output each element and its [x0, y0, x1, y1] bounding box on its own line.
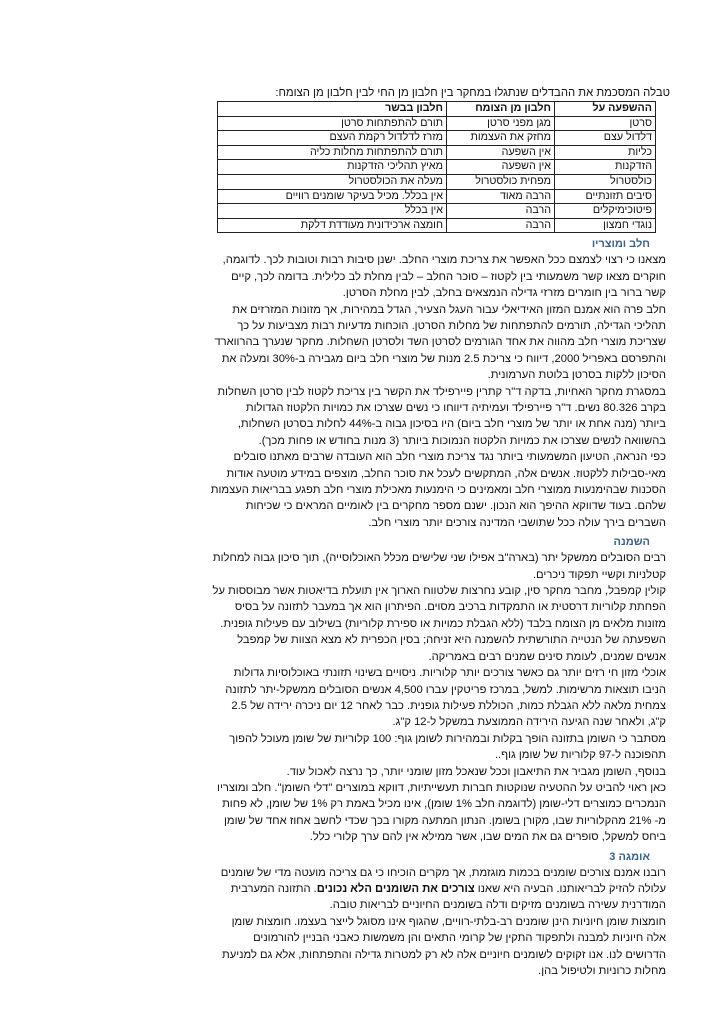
text-line: שצריכת מוצרי חלב מהווה את אחד הגורמים לסרטן השד ולסרטן השחלות. מחקר שנערך בהרווארד: [214, 336, 666, 349]
text-run: . התזונה המערבית: [230, 882, 317, 895]
text-line: מצאנו כי רצוי לצמצם ככל האפשר את צריכת מוצרי החלב. ישנן סיבות רבות וטובות לכך. לדוגמה,: [222, 254, 666, 267]
text-run: רובנו אמנם צורכים שומנים בכמות מוגזמת, אך מקרים הוכיחו כי גם צריכה מועטה מדי של שומנים: [220, 866, 666, 879]
text-line: הסכנות שבהימנעות ממוצרי חלב ומאמינים כי הימנעות מאכילת מוצרי חלב תפגע בבריאות העצמות: [210, 484, 666, 497]
text-run: חומצות שומן חיוניות הינן שומנים רב-בלתי-רוויים, שהגוף אינו מסוגל לייצר בעצמו. חומצות שומן: [231, 915, 666, 928]
cell-meat-protein: מזרז לדלדול רקמת העצם: [218, 131, 447, 146]
text-line: תהפוכנה ל-97 קלוריות של שומן גוף..: [494, 749, 666, 762]
section-body-obesity: [70, 550, 666, 845]
text-line: כאן ראוי להביט על ההטעיה שנוקטות חברות תעשייתיות, דווקא במוצרים "דלי השומן". חלב ומוצריו: [217, 781, 666, 794]
cell-effect: סיבים תזונתיים: [555, 189, 656, 204]
cell-effect: כליות: [555, 145, 656, 160]
header-effect: ההשפעה על: [555, 102, 656, 117]
table-row: [218, 145, 656, 160]
comparison-table: [217, 101, 656, 233]
text-line: קטלניות וקשיי תפקוד ניכרים.: [532, 568, 666, 581]
text-line: קשר ברור בין חומרים מזרזי גדילה הנמצאים בחלב, לבין מחלת הסרטן.: [342, 287, 666, 300]
text-line: השברים בירך עולה ככל שתושבי המדינה צורכים יותר מוצרי חלב.: [368, 516, 666, 529]
text-line: [48, 914, 666, 930]
cell-plant-protein: הרבה: [447, 218, 555, 233]
text-line: אנשים שמנים, לעומת סינים שמנים רבים באמריקה.: [428, 650, 666, 663]
text-line: והתפרסם באפריל 2000, דיווח כי צריכת 2.5 מנות של מוצרי חלב ביום מגבירה ב-30% ומעלה את: [221, 352, 666, 365]
text-line: [48, 963, 666, 979]
cell-meat-protein: חומצה ארכידונית מעודדת דלקת: [218, 218, 447, 233]
table-row: [218, 189, 656, 204]
table-row: [218, 204, 656, 219]
text-line: [48, 930, 666, 946]
table-row: [218, 116, 656, 131]
cell-effect: נוגדי חמצון: [555, 218, 656, 233]
cell-effect: כולסטרול: [555, 174, 656, 189]
text-line: בהשוואה לנשים שצרכו את כמויות הלקטוז הנמוכות ביותר (3 מנות בחודש או פחות מכך).: [258, 434, 666, 447]
text-line: הנמכרים כמוצרים דלי-שומן (לדוגמה חלב 1% שומן), אינו מכיל באמת רק 1% של שומן, לא פחות: [222, 798, 666, 811]
text-run: אלה חיוניות למבנה ולתפקוד התקין של קרומי התאים והן משמשות כאבני הבניין להורמונים: [253, 932, 666, 945]
table-header-row: [218, 102, 656, 117]
table-caption: טבלה המסכמת את ההבדלים שנתגלו במחקר בין חלבון מן החי לבין חלבון מן הצומח:: [275, 87, 670, 99]
text-line: בנוסף, השומן מגביר את התיאבון וככל שנאכל מזון שומני יותר, כך נרצה לאכול עוד.: [286, 765, 666, 778]
cell-plant-protein: הרבה: [447, 204, 555, 219]
section-heading-obesity: השמנה: [613, 536, 650, 549]
cell-meat-protein: אין בכלל. מכיל בעיקר שומנים רוויים: [218, 189, 447, 204]
cell-effect: הזדקנות: [555, 160, 656, 175]
cell-meat-protein: מעלה את הכולסטרול: [218, 174, 447, 189]
cell-effect: פיטוכימיקלים: [555, 204, 656, 219]
cell-meat-protein: מאיץ תהליכי הזדקנות: [218, 160, 447, 175]
cell-plant-protein: מפחית כולסטרול: [447, 174, 555, 189]
section-heading-milk: חלב ומוצריו: [591, 238, 650, 251]
cell-meat-protein: אין בכלל: [218, 204, 447, 219]
text-line: הניבו תוצאות מרשימות. למשל, במרכז פריטקין עברו 4,500 אנשים הסובלים ממשקל-יתר לתזונה: [225, 683, 666, 696]
table-row: [218, 131, 656, 146]
cell-meat-protein: תורם להתפתחות סרטן: [218, 116, 447, 131]
text-line: ביחס למשקל, סופרים גם את המים שבו, אשר ממילא אין להם ערך קלורי כלל.: [309, 831, 666, 844]
text-line: קולין קמפבל, מחבר מחקר סין, קובע נחרצות שלטווח הארוך אין תועלת בדיאטות אשר מבוססות על: [212, 585, 666, 598]
text-line: מאי-סבילות ללקטוז. אנשים אלה, המתקשים לעכל את סוכר החלב, מוצפים במידע מוטעה אודות: [226, 467, 666, 480]
header-meat-protein: חלבון בבשר: [218, 102, 447, 117]
bold-text: צורכים את השומנים הלא נכונים: [316, 882, 475, 895]
text-run: עלולה להזיק לבריאותנו. הבעיה היא שאנו: [474, 882, 666, 895]
text-line: אוכלי מזון חי רזים יותר גם כאשר צורכים יותר קלוריות. ניסויים בשינוי תזונתי באוכלוסיות גדולות: [233, 667, 666, 680]
text-line: שלהם. בעוד שדווקא ההיפך הוא הנכון. ישנם מספר מחקרים בין לאומיים המראים כי שכיחות: [245, 500, 666, 513]
text-run: המודרנית עשירה בשומנים מזיקים ודלה בשומנים החיוניים לבריאות טובה.: [329, 899, 666, 912]
table-row: [218, 174, 656, 189]
cell-plant-protein: הרבה מאוד: [447, 189, 555, 204]
text-line: רבים הסובלים ממשקל יתר (בארה"ב אפילו שני שלישים מכלל האוכלוסייה), תוך סיכון גבוה למחלות: [212, 552, 666, 565]
section-body-omega3: [70, 865, 666, 980]
text-line: חוקרים מצאו קשר משמעותי בין לקטוז – סוכר החלב – לבין מחלת לב כלילית. בדומה לכך, קיים: [231, 270, 666, 283]
text-line: [48, 881, 666, 897]
text-line: [48, 947, 666, 963]
text-line: [48, 897, 666, 913]
header-plant-protein: חלבון מן הצומח: [447, 102, 555, 117]
text-line: השפעתה של הנטייה התורשתית להשמנה היא זניחה; בסין הכפרית לא מצא הצוות של קמפבל: [237, 634, 666, 647]
section-body-milk: [70, 252, 666, 531]
text-line: הסיכון ללקות בסרטן בלוטת הערמונית.: [487, 369, 666, 382]
text-line: במסגרת מחקר האחיות, בדקה ד"ר קתרין פיירפילד את הקשר בין צריכת לקטוז לבין סרטן השחלות: [217, 385, 666, 398]
text-line: ביותר (מנה אחת או יותר של מוצרי חלב ביום) היו בסיכון גבוה ב-44% לחלות בסרטן השחלות,: [237, 418, 666, 431]
text-line: חלב פרה הוא אמנם המזון האידיאלי עבור העגל הצעיר, הגדל במהירות, אך מזונות המזרזים את: [232, 303, 666, 316]
cell-plant-protein: אין השפעה: [447, 145, 555, 160]
text-line: כפי הנראה, הטיעון המשמעותי ביותר נגד צריכת מוצרי חלב הוא העובדה שרבים מאתנו סובלים: [233, 451, 666, 464]
cell-plant-protein: מגן מפני סרטן: [447, 116, 555, 131]
text-line: הפחתת קלוריות דרסטית או התמקדות ברכיב מסוים. הפיתרון הוא אך במעבר לתזונה על בסיס: [234, 601, 666, 614]
text-run: הדרושים לנו. אנו זקוקים לשומנים חיוניים אלה לא רק למטרות גדילה והתפתחות, אלא גם למניעת: [221, 948, 666, 961]
cell-plant-protein: אין השפעה: [447, 160, 555, 175]
cell-plant-protein: מחזק את העצמות: [447, 131, 555, 146]
cell-effect: סרטן: [555, 116, 656, 131]
text-line: צמחית מלאה ללא הגבלת כמות, הכוללת פעילות גופנית. כבר לאחר 12 יום ניכרה ירידה של 2.5: [231, 699, 666, 712]
text-line: ק"ג, ולאחר שנה הגיעה הירידה הממוצעת במשקל ל-12 ק"ג.: [392, 716, 666, 729]
text-line: מזונות מלאים מן הצומח בלבד (ללא הגבלת כמויות או ספירת קלוריות) בשילוב עם פעילות גופנית.: [220, 617, 666, 630]
table-row: [218, 218, 656, 233]
text-run: מחלות כרוניות ולטיפול בהן.: [538, 965, 666, 977]
cell-effect: דלדול עצם: [555, 131, 656, 146]
text-line: מ- 21% מהקלוריות שבו, מקורן בשומן. הנתון המתעה מקורו בכך שכדי לחשב אחוז אחד של שומן: [224, 814, 666, 827]
cell-meat-protein: תורם להתפתחות מחלות כליה: [218, 145, 447, 160]
text-line: [48, 865, 666, 881]
section-heading-omega3: אומגה 3: [609, 850, 650, 863]
text-line: מסתבר כי השומן בתזונה הופך בקלות ובמהירות לשומן גוף: 100 קלוריות של שומן מעוכל להפוך: [229, 732, 666, 745]
text-line: תהליכי הגדילה, תורמים להתפתחות של מחלות הסרטן. הוכחות מדעיות רבות מצביעות על כך: [237, 319, 666, 332]
table-row: [218, 160, 656, 175]
document-page: [70, 86, 670, 979]
text-line: בקרב 80.326 נשים. ד"ר פיירפילד ועמיתיה דיווחו כי נשים שצרכו את כמויות הלקטוז הגדולות: [245, 402, 666, 414]
